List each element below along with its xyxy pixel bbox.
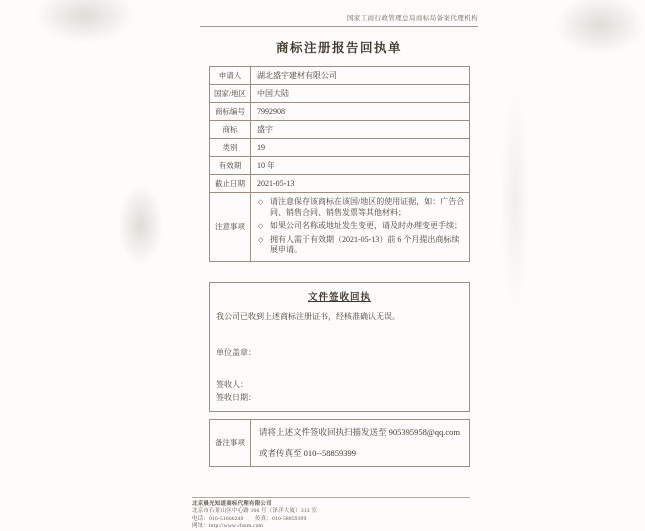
document-page	[192, 13, 478, 531]
table-row	[210, 157, 470, 175]
footer-website: 网址：http://www.chstm.com	[192, 523, 264, 529]
note-item	[257, 221, 465, 232]
row-label-expiry-date: 截止日期	[210, 175, 251, 193]
table-row	[210, 139, 470, 157]
table-row-remarks	[210, 419, 470, 466]
receipt-statement: 我公司已收到上述商标注册证书，经核准确认无误。	[216, 311, 400, 321]
agency-note: 国家工商行政管理总局商标局备案代理机构	[200, 13, 478, 27]
row-label-class: 类别	[210, 139, 251, 157]
page-title: 商标注册报告回执单	[275, 41, 402, 55]
scan-smudge	[500, 90, 530, 310]
row-label-country: 国家/地区	[210, 85, 251, 103]
footer-address: 北京市石景山区中心路 166 号（泽洋大厦）313 室	[192, 508, 318, 514]
footer-phone-fax: 电话：010-51666240 传真：010-58859399	[192, 515, 307, 522]
row-value-country: 中国大陆	[251, 85, 470, 103]
note-text: 如果公司名称或地址发生变更，请及时办理变更手续；	[270, 221, 462, 230]
table-row-notes	[210, 193, 470, 262]
note-item	[257, 197, 465, 218]
row-value-expiry-date: 2021-05-13	[251, 175, 470, 193]
table-row	[210, 85, 470, 103]
table-row	[210, 67, 470, 85]
table-row	[210, 103, 470, 121]
remarks-line: 或者传真至 010--58859399	[259, 447, 357, 458]
row-label-notes: 注意事项	[210, 193, 251, 262]
remarks-cell	[251, 419, 470, 466]
note-text: 拥有人需于有效期（2021-05-13）前 6 个月提出商标续展申请。	[270, 234, 460, 254]
receipt-confirmation-box	[209, 282, 470, 412]
row-value-validity: 10 年	[251, 157, 470, 175]
row-label-applicant: 申请人	[210, 67, 251, 85]
agency-footer	[192, 497, 470, 531]
row-value-class: 19	[251, 139, 470, 157]
row-value-trademark: 盛宇	[251, 121, 470, 139]
diamond-bullet-icon: ◇	[258, 222, 264, 230]
table-row	[210, 121, 470, 139]
footer-company-name: 北京晨光知道商标代理有限公司	[192, 500, 272, 507]
receipt-box-title: 文件签收回执	[307, 292, 371, 303]
notes-cell	[251, 193, 470, 262]
remarks-label: 备注事项	[210, 419, 251, 466]
row-label-trademark: 商标	[210, 121, 251, 139]
remarks-line: 请将上述文件签收回执扫描发送至 905395958@qq.com	[259, 426, 460, 437]
row-value-trademark-number: 7992908	[251, 103, 470, 121]
scan-smudge	[118, 185, 163, 265]
signer-label: 签收人：	[216, 379, 248, 389]
trademark-info-table	[209, 66, 470, 262]
note-text: 请注意保存该商标在该国/地区的使用证据，如：广告合同、销售合同、销售发票等其他材料；	[270, 197, 465, 217]
company-seal-label: 单位盖章：	[216, 347, 256, 357]
scan-smudge	[555, 0, 645, 55]
note-item	[257, 235, 465, 256]
row-label-validity: 有效期	[210, 157, 251, 175]
sign-date-label: 签收日期：	[216, 392, 256, 402]
remarks-table	[209, 419, 470, 467]
row-value-applicant: 湖北盛宇建材有限公司	[251, 67, 470, 85]
scan-smudge	[35, 0, 135, 43]
diamond-bullet-icon: ◇	[258, 235, 264, 244]
row-label-trademark-number: 商标编号	[210, 103, 251, 121]
table-row	[210, 175, 470, 193]
diamond-bullet-icon: ◇	[258, 198, 264, 206]
